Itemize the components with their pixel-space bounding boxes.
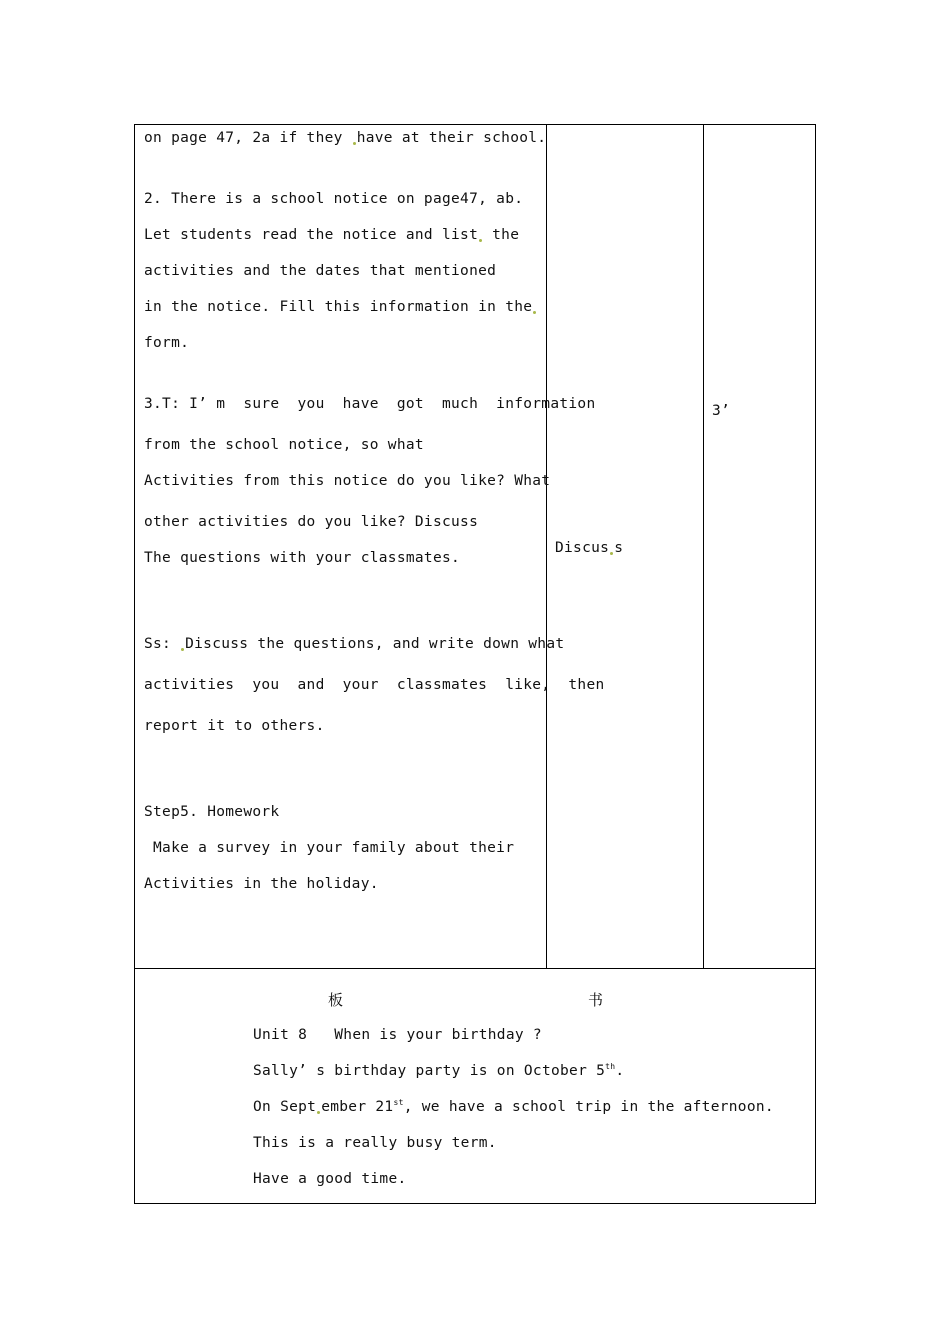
text-line: 2. There is a school notice on page47, ab. <box>144 191 524 207</box>
text-line: 3.T: I’ m sure you have got much information <box>144 396 596 412</box>
text-line: activities you and your classmates like, then <box>144 677 605 693</box>
text-line: Step5. Homework <box>144 804 280 820</box>
text-line: Ss: Discuss the questions, and write down what <box>144 636 565 652</box>
text-line: The questions with your classmates. <box>144 550 461 566</box>
text-line: on page 47, 2a if they have at their school. <box>144 130 547 146</box>
table-border-left <box>134 124 135 1204</box>
time-cell-text: 3’ <box>712 403 731 419</box>
column-divider-1 <box>546 124 547 969</box>
table-border-bottom <box>134 1203 816 1204</box>
board-line: This is a really busy term. <box>253 1135 497 1151</box>
text-line: in the notice. Fill this information in the <box>144 298 537 316</box>
text-line: activities and the dates that mentioned <box>144 263 497 279</box>
board-heading-left: 板 <box>328 991 344 1009</box>
board-heading-right: 书 <box>588 991 604 1009</box>
row-divider <box>134 968 816 969</box>
table-border-top <box>134 124 816 125</box>
text-line: Activities from this notice do you like? What <box>144 473 551 489</box>
text-line: Let students read the notice and list the <box>144 227 520 243</box>
board-line: On Sept ember 21st, we have a school trip in the afternoon. <box>253 1098 774 1115</box>
column-divider-2 <box>703 124 704 969</box>
text-line: report it to others. <box>144 718 325 734</box>
text-line: Make a survey in your family about their <box>144 840 515 856</box>
text-line: other activities do you like? Discuss <box>144 514 479 530</box>
board-line: Sally’ s birthday party is on October 5th. <box>253 1062 625 1079</box>
board-line: Have a good time. <box>253 1171 407 1187</box>
board-line: Unit 8 When is your birthday ? <box>253 1027 542 1043</box>
table-border-right <box>815 124 816 1204</box>
method-cell-text: Discus s <box>555 540 624 556</box>
text-line: form. <box>144 335 190 351</box>
text-line: from the school notice, so what <box>144 437 424 453</box>
text-line: Activities in the holiday. <box>144 876 379 892</box>
